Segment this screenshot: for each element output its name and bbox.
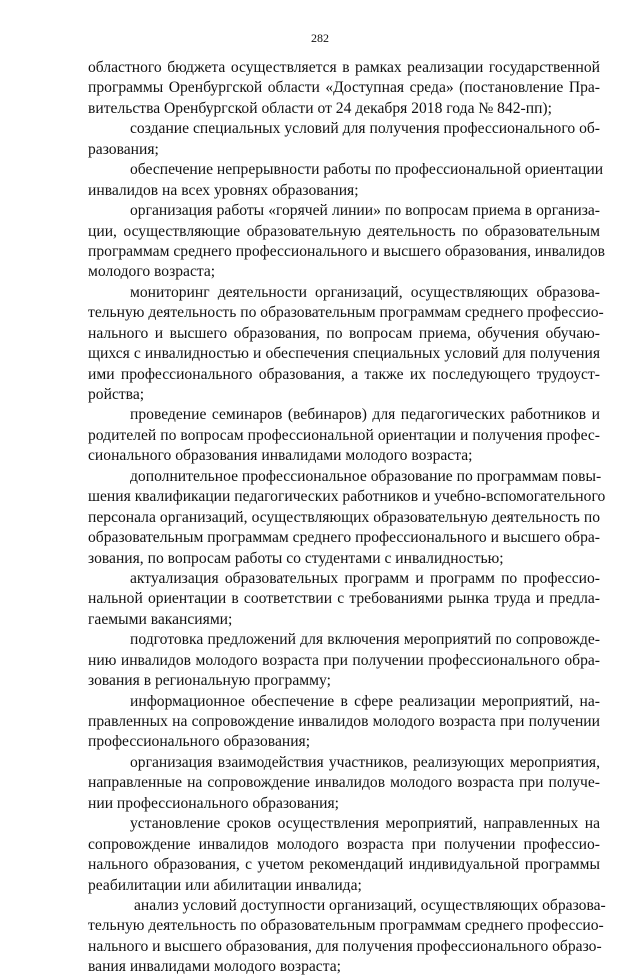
text-line: нию инвалидов молодого возраста при получении профессионального обра- — [88, 651, 600, 669]
text-line: нии профессионального образования; — [88, 794, 339, 812]
text-line: организация работы «горячей линии» по вопросам приема в организа- — [130, 202, 600, 220]
text-line: щихся с инвалидностью и обеспечения специальных условий для получения — [88, 345, 600, 363]
text-line: организация взаимодействия участников, реализующих мероприятия, — [130, 753, 600, 771]
paragraph — [88, 201, 605, 283]
text-line: сопровождение инвалидов молодого возраста при получении профессио- — [88, 835, 600, 853]
text-line: правленных на сопровождение инвалидов молодого возраста при получении — [88, 713, 600, 730]
text-line: профессионального образования; — [88, 733, 311, 751]
text-line: родителей по вопросам профессиональной ориентации и получения профес- — [88, 426, 600, 444]
text-line: образовательным программам среднего профессионального и высшего обра- — [88, 529, 600, 547]
text-line: программы Оренбургской области «Доступная среда» (постановление Пра- — [88, 79, 600, 97]
text-line: актуализация образовательных программ и программ по профессио- — [130, 569, 600, 587]
text-line: дополнительное профессиональное образование по программам повы- — [130, 467, 602, 485]
paragraph — [88, 467, 606, 569]
paragraph — [88, 283, 604, 406]
paragraph — [88, 405, 600, 466]
text-line: подготовка предложений для включения мероприятий по сопровожде- — [130, 631, 600, 649]
text-line: создание специальных условий для получения профессионального об- — [130, 120, 600, 138]
paragraph — [88, 119, 600, 160]
text-line: тельную деятельность по образовательным программам среднего профессио- — [88, 917, 604, 935]
text-line: ими профессионального образования, а также их последующего трудоуст- — [88, 365, 600, 383]
text-line: анализ условий доступности организаций, осуществляющих образова- — [134, 896, 606, 914]
paragraph — [88, 160, 604, 201]
text-line: нальной ориентации в соответствии с требованиями рынка труда и предла- — [88, 590, 600, 608]
text-line: зования в региональную программу; — [88, 672, 331, 690]
text-line: мониторинг деятельности организаций, осуществляющих образова- — [130, 283, 600, 301]
text-line: разования; — [88, 140, 159, 158]
text-line: нального образования, с учетом рекомендаций индивидуальной программы — [88, 856, 600, 874]
text-line: нального и высшего образования, по вопросам приема, обучения обучаю- — [88, 324, 600, 342]
paragraph — [88, 692, 600, 753]
document-body — [88, 58, 606, 978]
paragraph — [88, 896, 606, 978]
paragraph — [88, 58, 600, 119]
text-line: ции, осуществляющие образовательную деятельность по образовательным — [88, 222, 600, 240]
paragraph — [88, 753, 600, 814]
text-line: установление сроков осуществления мероприятий, направленных на — [130, 815, 600, 833]
text-line: областного бюджета осуществляется в рамках реализации государственной — [88, 59, 600, 76]
text-line: тельную деятельность по образовательным программам среднего профессио- — [88, 304, 604, 322]
text-line: вания инвалидами молодого возраста; — [88, 958, 341, 976]
text-line: зования, по вопросам работы со студентами с инвалидностью; — [88, 549, 504, 567]
text-line: сионального образования инвалидами молодого возраста; — [88, 447, 473, 465]
text-line: вительства Оренбургской области от 24 декабря 2018 года № 842-пп); — [88, 99, 552, 117]
text-line: программам среднего профессионального и высшего образования, инвалидов — [88, 242, 605, 260]
paragraph — [88, 630, 600, 691]
text-line: ройства; — [88, 386, 145, 403]
text-line: гаемыми вакансиями; — [88, 610, 233, 628]
text-line: реабилитации или абилитации инвалида; — [88, 876, 362, 894]
text-line: направленные на сопровождение инвалидов молодого возраста при получе- — [88, 774, 600, 792]
paragraph — [88, 814, 600, 896]
text-line: обеспечение непрерывности работы по профессиональной ориентации — [130, 161, 604, 179]
text-line: персонала организаций, осуществляющих образовательную деятельность по — [88, 508, 600, 526]
text-line: проведение семинаров (вебинаров) для педагогических работников и — [130, 406, 600, 424]
text-line: инвалидов на всех уровнях образования; — [88, 181, 359, 199]
text-line: молодого возраста; — [88, 263, 216, 281]
text-line: шения квалификации педагогических работников и учебно-вспомогательного — [88, 488, 606, 506]
text-line: нального и высшего образования, для получения профессионального образо- — [88, 937, 602, 955]
text-line: информационное обеспечение в сфере реализации мероприятий, на- — [130, 692, 600, 710]
paragraph — [88, 569, 600, 630]
page-number: 282 — [311, 31, 329, 45]
